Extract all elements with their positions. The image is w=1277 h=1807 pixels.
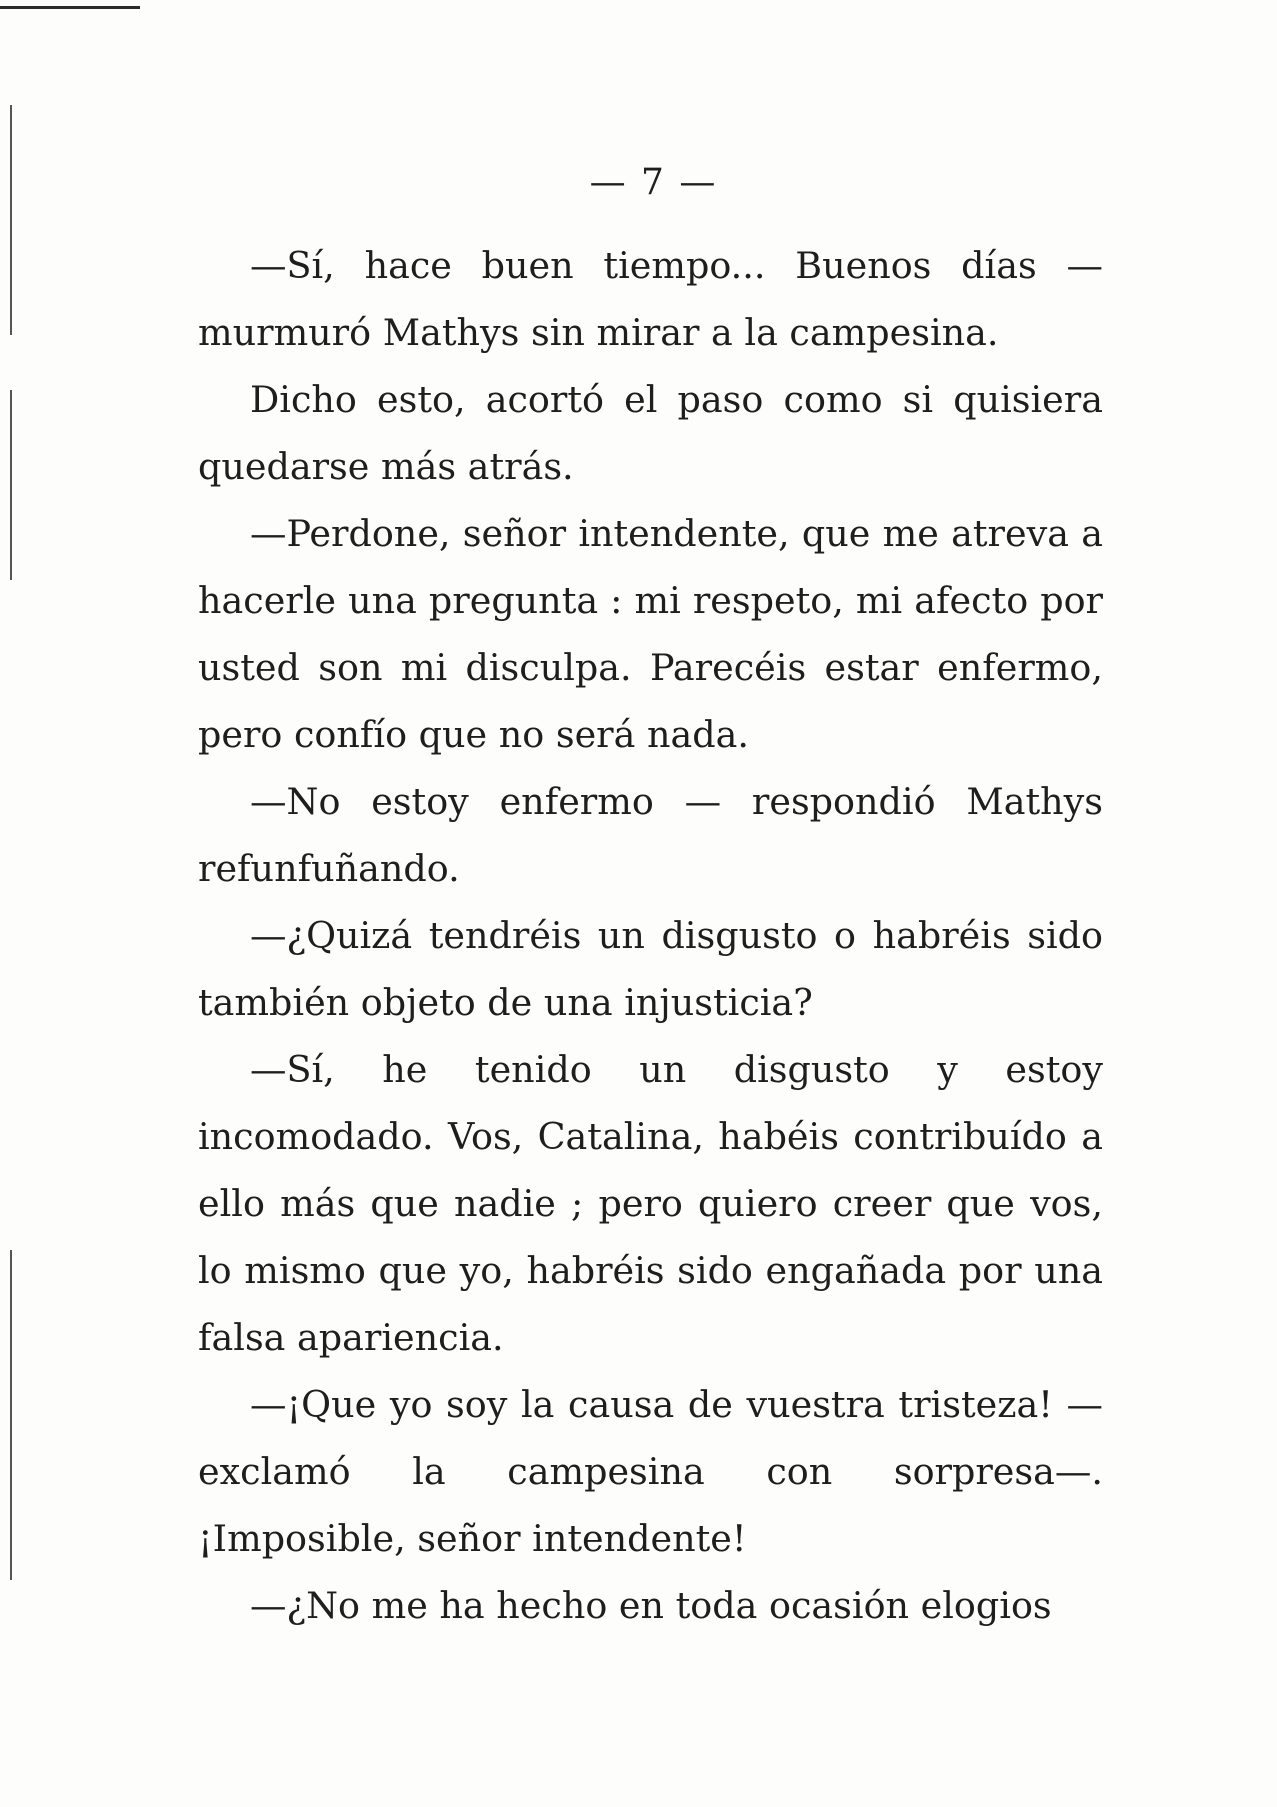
paragraph: —Sí, he tenido un disgusto y estoy incomodado. Vos, Catalina, habéis contribuído a ello más que nadie ; pero quiero creer que vos, lo mismo que yo, habréis sido engañada por una falsa apariencia. [198, 1048, 1103, 1359]
paragraph: —Sí, hace buen tiempo... Buenos días — murmuró Mathys sin mirar a la campesina. [198, 244, 1103, 354]
page-number: — 7 — [589, 162, 718, 203]
binding-edge-shadow [10, 390, 12, 580]
paragraph: —Perdone, señor intendente, que me atreva a hacerle una pregunta : mi respeto, mi afecto por usted son mi disculpa. Parecéis estar enfermo, pero confío que no será nada. [198, 512, 1103, 756]
body-text [198, 232, 1103, 1639]
paragraph: —No estoy enfermo — respondió Mathys refunfuñando. [198, 780, 1103, 890]
binding-edge-shadow [10, 1250, 12, 1580]
binding-edge-shadow [10, 105, 12, 335]
page-corner-mark [0, 6, 140, 9]
paragraph: Dicho esto, acortó el paso como si quisiera quedarse más atrás. [198, 378, 1103, 488]
paragraph: —¡Que yo soy la causa de vuestra tristeza! — exclamó la campesina con sorpresa—. ¡Imposible, señor intendente! [198, 1383, 1103, 1560]
paragraph: —¿No me ha hecho en toda ocasión elogios [250, 1584, 1052, 1627]
paragraph: —¿Quizá tendréis un disgusto o habréis sido también objeto de una injusticia? [198, 914, 1103, 1024]
